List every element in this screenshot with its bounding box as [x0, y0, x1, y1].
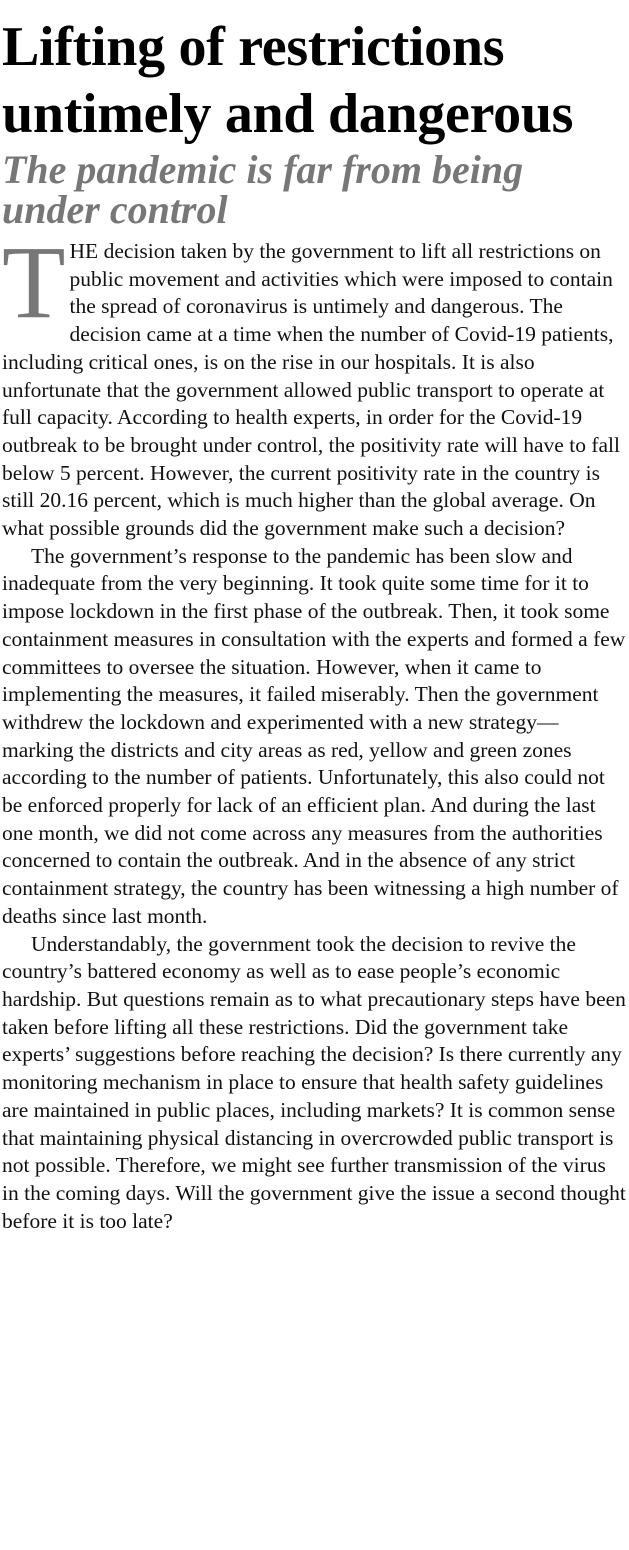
paragraph-1	[2, 225, 627, 543]
headline: Lifting of restrictions untimely and dangerous	[2, 16, 574, 145]
paragraph-3: Understandably, the government took the decision to revive the country’s battered economy as well as to ease people’s economic hardship. But questions remain as to what precautionary steps have been taken before lifting all these restrictions. Did the government take experts’ suggestions before reaching the decision? Is there currently any monitoring mechanism in place to ensure that health safety guidelines are maintained in public places, including markets? It is common sense that maintaining physical distancing in overcrowded public transport is not possible. Therefore, we might see further transmission of the virus in the coming days. Will the government give the issue a second thought before it is too late?	[2, 931, 626, 1233]
article-body	[2, 225, 627, 1235]
paragraph-2: The government’s response to the pandemic has been slow and inadequate from the very beginning. It took quite some time for it to impose lockdown in the first phase of the outbreak. Then, it took some containment measures in consultation with the experts and formed a few committees to oversee the situation. However, when it came to implementing the measures, it failed miserably. Then the government withdrew the lockdown and experimented with a new strategy—marking the districts and city areas as red, yellow and green zones according to the number of patients. Unfortunately, this also could not be enforced properly for lack of an efficient plan. And during the last one month, we did not come across any measures from the authorities concerned to contain the outbreak. And in the absence of any strict containment strategy, the country has been witnessing a high number of deaths since last month.	[2, 543, 626, 928]
dropcap-letter: T	[2, 225, 66, 340]
subheadline: The pandemic is far from being under control	[2, 147, 524, 232]
paragraph-1-text: HE decision taken by the government to lift all restrictions on public movement and activities which were imposed to contain the spread of coronavirus is untimely and dangerous. The decision came at a time when the number of Covid-19 patients, including critical ones, is on the rise in our hospitals. It is also unfortunate that the government allowed public transport to operate at full capacity. According to health experts, in order for the Covid-19 outbreak to be brought under control, the positivity rate will have to fall below 5 percent. However, the current positivity rate in the country is still 20.16 percent, which is much higher than the global average. On what possible grounds did the government make such a decision?	[2, 239, 620, 541]
